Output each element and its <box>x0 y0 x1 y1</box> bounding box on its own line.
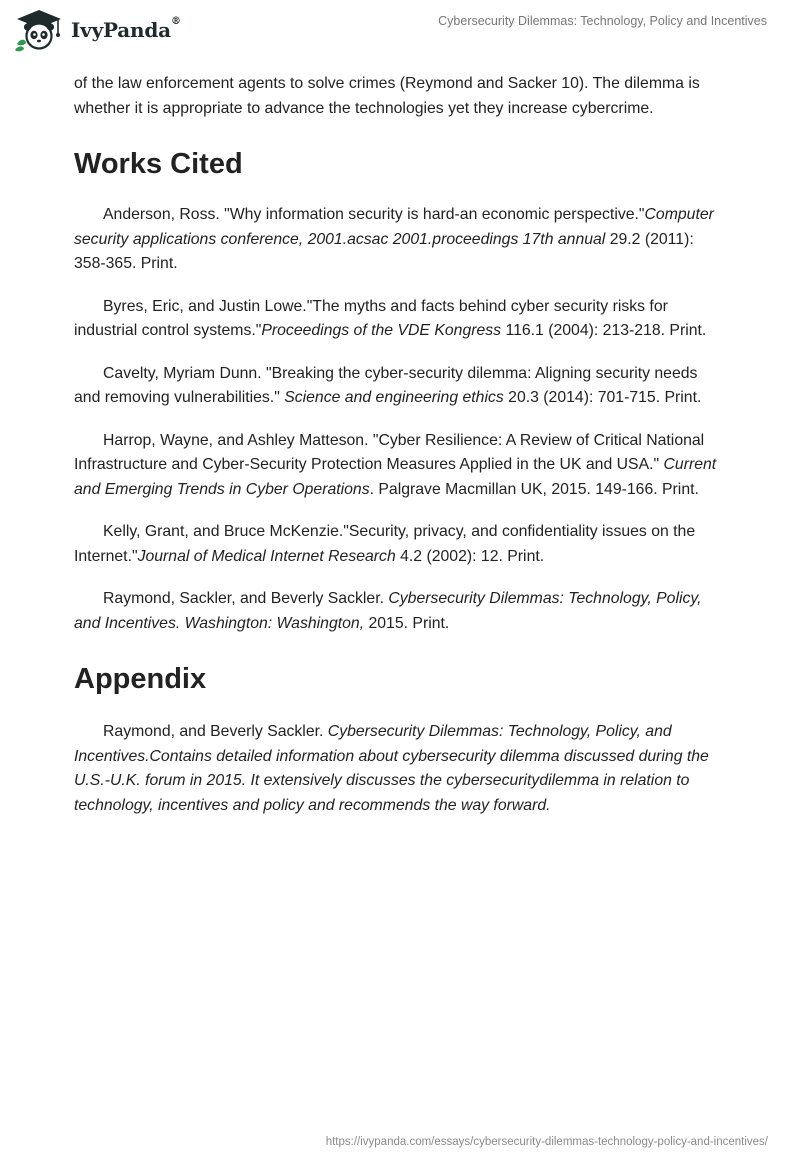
citation-entry: Kelly, Grant, and Bruce McKenzie."Security, privacy, and confidentiality issues on the Internet."Journal of Medical Internet Research 4.2 (2002): 12. Print. <box>74 523 696 565</box>
intro-paragraph: of the law enforcement agents to solve crimes (Reymond and Sacker 10). The dilemma is whether it is appropriate to advance the technologies yet they increase cybercrime. <box>74 75 700 117</box>
works-cited-heading: Works Cited <box>74 148 243 180</box>
citation-entry: Raymond, Sackler, and Beverly Sackler. Cybersecurity Dilemmas: Technology, Policy, and Incentives. Washington: Washington, 2015. Print. <box>74 590 702 632</box>
ivypanda-logo[interactable] <box>14 8 181 52</box>
source-url[interactable]: https://ivypanda.com/essays/cybersecurity-dilemmas-technology-policy-and-incentives/ <box>325 1136 768 1148</box>
panda-graduate-icon <box>14 8 64 52</box>
document-title: Cybersecurity Dilemmas: Technology, Policy and Incentives <box>438 14 767 28</box>
appendix-heading: Appendix <box>74 663 207 695</box>
appendix-entry: Raymond, and Beverly Sackler. Cybersecurity Dilemmas: Technology, Policy, and Incentives.Contains detailed information about cybersecurity dilemma discussed during the U.S.-U.K. forum in 2015. It extensively discusses the cybersecuritydilemma in relation to technology, incentives and policy and recommends the way forward. <box>74 723 709 814</box>
citation-entry: Byres, Eric, and Justin Lowe."The myths and facts behind cyber security risks for industrial control systems."Proceedings of the VDE Kongress 116.1 (2004): 213-218. Print. <box>74 297 707 339</box>
registered-mark: ® <box>170 16 181 27</box>
citation-entry: Cavelty, Myriam Dunn. "Breaking the cyber-security dilemma: Aligning security needs and removing vulnerabilities." Science and engineering ethics 20.3 (2014): 701-715. Print. <box>74 364 702 406</box>
citation-entry: Harrop, Wayne, and Ashley Matteson. "Cyber Resilience: A Review of Critical National Infrastructure and Cyber-Security Protection Measures Applied in the UK and USA." Current and Emerging Trends in Cyber Operations. Palgrave Macmillan UK, 2015. 149-166. Print. <box>74 431 717 498</box>
citation-entry: Anderson, Ross. "Why information security is hard-an economic perspective."Computer security applications conference, 2001.acsac 2001.proceedings 17th annual 29.2 (2011): 358-365. Print. <box>74 206 714 272</box>
page-header <box>0 0 800 66</box>
essay-content <box>74 72 724 818</box>
brand-name: IvyPanda® <box>71 16 181 42</box>
